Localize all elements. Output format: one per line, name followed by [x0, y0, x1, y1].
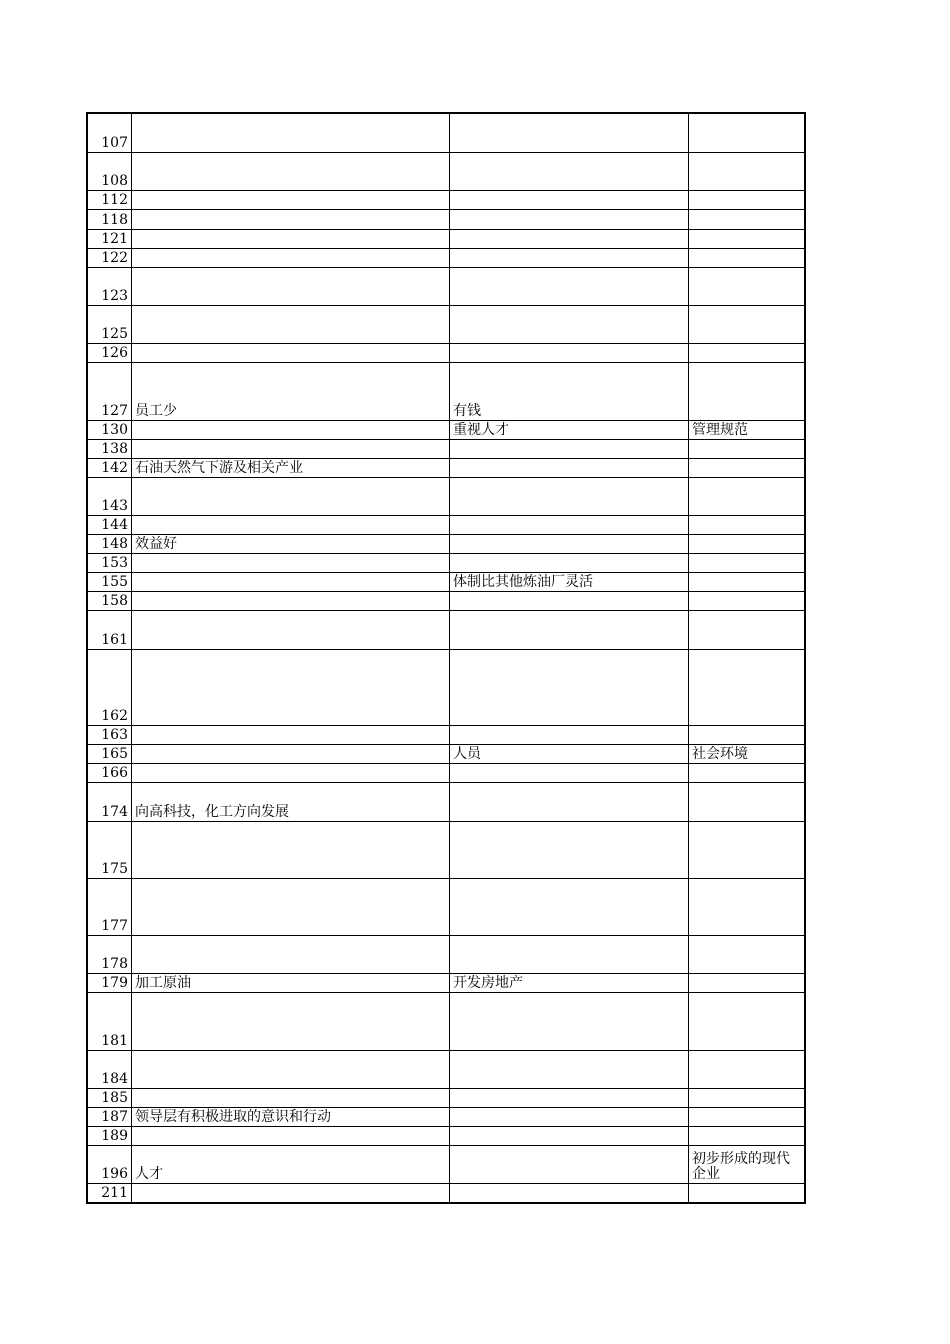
cell-col-1[interactable]	[131, 1146, 449, 1183]
cell-col-3[interactable]	[688, 306, 804, 343]
cell-col-1[interactable]	[131, 822, 449, 878]
row-number-cell[interactable]	[88, 745, 131, 763]
cell-col-1-text: 效益好	[135, 536, 177, 553]
cell-col-3[interactable]	[688, 344, 804, 362]
cell-col-2[interactable]	[449, 1108, 688, 1126]
cell-col-1[interactable]	[131, 114, 449, 152]
row-number-cell-text: 166	[101, 765, 128, 782]
row-number-cell[interactable]	[88, 573, 131, 591]
row-number-cell-text: 184	[101, 1070, 128, 1087]
cell-col-2[interactable]	[449, 764, 688, 782]
row-number-cell-text: 143	[101, 497, 128, 514]
cell-col-2[interactable]	[449, 191, 688, 209]
row-number-cell[interactable]	[88, 153, 131, 190]
row-number-cell-text: 148	[101, 536, 128, 553]
table-row	[88, 1107, 804, 1126]
cell-col-3[interactable]	[688, 822, 804, 878]
table-row	[88, 248, 804, 267]
cell-col-1[interactable]	[131, 993, 449, 1049]
row-number-cell-text: 179	[101, 975, 128, 992]
cell-col-2[interactable]	[449, 592, 688, 610]
cell-col-2[interactable]	[449, 1089, 688, 1107]
cell-col-2[interactable]	[449, 879, 688, 935]
table-row	[88, 649, 804, 725]
row-number-cell-text: 161	[101, 631, 128, 648]
cell-col-1[interactable]	[131, 153, 449, 190]
table-row	[88, 1088, 804, 1107]
table-row	[88, 973, 804, 992]
row-number-cell[interactable]	[88, 993, 131, 1049]
table-row	[88, 229, 804, 248]
cell-col-3-text: 社会环境	[692, 746, 748, 763]
cell-col-3[interactable]	[688, 249, 804, 267]
cell-col-1[interactable]	[131, 650, 449, 725]
cell-col-1[interactable]	[131, 974, 449, 992]
row-number-cell[interactable]	[88, 516, 131, 534]
table-row	[88, 744, 804, 763]
table-row	[88, 725, 804, 744]
row-number-cell[interactable]	[88, 936, 131, 973]
row-number-cell-text: 121	[101, 230, 128, 247]
row-number-cell-text: 165	[101, 746, 128, 763]
cell-col-1-text: 石油天然气下游及相关产业	[135, 459, 303, 476]
cell-col-1[interactable]	[131, 592, 449, 610]
cell-col-1[interactable]	[131, 783, 449, 820]
cell-col-2-text: 人员	[453, 746, 481, 763]
table-row	[88, 572, 804, 591]
row-number-cell[interactable]	[88, 1146, 131, 1183]
row-number-cell[interactable]	[88, 554, 131, 572]
cell-col-2[interactable]	[449, 516, 688, 534]
row-number-cell[interactable]	[88, 974, 131, 992]
cell-col-1[interactable]	[131, 421, 449, 439]
cell-col-2-text: 有钱	[453, 402, 481, 419]
table-row	[88, 420, 804, 439]
cell-col-3[interactable]	[688, 554, 804, 572]
cell-col-2[interactable]	[449, 822, 688, 878]
cell-col-3[interactable]	[688, 268, 804, 305]
row-number-cell[interactable]	[88, 478, 131, 515]
row-number-cell-text: 107	[101, 135, 128, 152]
row-number-cell-text: 177	[101, 918, 128, 935]
cell-col-1[interactable]	[131, 764, 449, 782]
table-row	[88, 515, 804, 534]
cell-col-2[interactable]	[449, 783, 688, 820]
row-number-cell[interactable]	[88, 210, 131, 228]
cell-col-1[interactable]	[131, 573, 449, 591]
cell-col-3-text: 管理规范	[692, 421, 748, 438]
cell-col-1[interactable]	[131, 1127, 449, 1145]
cell-col-1[interactable]	[131, 1089, 449, 1107]
table-row	[88, 458, 804, 477]
cell-col-2[interactable]	[449, 535, 688, 553]
row-number-cell[interactable]	[88, 592, 131, 610]
cell-col-3[interactable]	[688, 478, 804, 515]
cell-col-1[interactable]	[131, 516, 449, 534]
cell-col-2[interactable]	[449, 573, 688, 591]
table-row	[88, 343, 804, 362]
row-number-cell[interactable]	[88, 459, 131, 477]
cell-col-1-text: 加工原油	[135, 975, 191, 992]
row-number-cell-text: 158	[101, 593, 128, 610]
cell-col-3[interactable]	[688, 1051, 804, 1088]
cell-col-3[interactable]	[688, 573, 804, 591]
row-number-cell[interactable]	[88, 1108, 131, 1126]
row-number-cell-text: 123	[101, 287, 128, 304]
table-row	[88, 935, 804, 973]
cell-col-2[interactable]	[449, 936, 688, 973]
cell-col-3[interactable]	[688, 516, 804, 534]
table-row	[88, 362, 804, 419]
row-number-cell-text: 196	[101, 1166, 128, 1183]
cell-col-3[interactable]	[688, 459, 804, 477]
row-number-cell-text: 130	[101, 421, 128, 438]
table-row	[88, 152, 804, 190]
cell-col-3[interactable]	[688, 783, 804, 820]
cell-col-2-text: 开发房地产	[453, 975, 523, 992]
cell-col-1[interactable]	[131, 879, 449, 935]
table-row	[88, 763, 804, 782]
cell-col-3[interactable]	[688, 650, 804, 725]
cell-col-2[interactable]	[449, 459, 688, 477]
row-number-cell-text: 127	[101, 402, 128, 419]
row-number-cell-text: 153	[101, 555, 128, 572]
row-number-cell[interactable]	[88, 1051, 131, 1088]
table-row	[88, 992, 804, 1049]
row-number-cell[interactable]	[88, 440, 131, 458]
row-number-cell[interactable]	[88, 822, 131, 878]
cell-col-1[interactable]	[131, 440, 449, 458]
cell-col-3[interactable]	[688, 745, 804, 763]
cell-col-2[interactable]	[449, 745, 688, 763]
row-number-cell[interactable]	[88, 306, 131, 343]
row-number-cell[interactable]	[88, 650, 131, 725]
row-number-cell-text: 175	[101, 860, 128, 877]
cell-col-3[interactable]	[688, 421, 804, 439]
cell-col-3[interactable]	[688, 363, 804, 419]
row-number-cell-text: 144	[101, 517, 128, 534]
row-number-cell-text: 125	[101, 326, 128, 343]
row-number-cell-text: 174	[101, 803, 128, 820]
cell-col-3[interactable]	[688, 592, 804, 610]
cell-col-2-text: 重视人才	[453, 421, 509, 438]
row-number-cell[interactable]	[88, 363, 131, 419]
cell-col-3-text: 初步形成的现代企业	[692, 1151, 790, 1183]
row-number-cell[interactable]	[88, 726, 131, 744]
table-row	[88, 591, 804, 610]
row-number-cell[interactable]	[88, 268, 131, 305]
cell-col-2[interactable]	[449, 363, 688, 419]
cell-col-1-text: 向高科技，化工方向发展	[135, 803, 289, 820]
table-row	[88, 439, 804, 458]
cell-col-2[interactable]	[449, 1184, 688, 1202]
table-row	[88, 553, 804, 572]
table-row	[88, 1126, 804, 1145]
cell-col-3[interactable]	[688, 535, 804, 553]
cell-col-2[interactable]	[449, 210, 688, 228]
row-number-cell-text: 211	[101, 1185, 128, 1202]
cell-col-2[interactable]	[449, 974, 688, 992]
cell-col-1[interactable]	[131, 1108, 449, 1126]
cell-col-2[interactable]	[449, 230, 688, 248]
cell-col-1[interactable]	[131, 1184, 449, 1202]
cell-col-2-text: 体制比其他炼油厂灵活	[453, 574, 593, 591]
row-number-cell[interactable]	[88, 191, 131, 209]
row-number-cell-text: 162	[101, 708, 128, 725]
cell-col-1[interactable]	[131, 535, 449, 553]
table-row	[88, 1145, 804, 1183]
cell-col-2[interactable]	[449, 554, 688, 572]
cell-col-2[interactable]	[449, 611, 688, 648]
row-number-cell-text: 155	[101, 574, 128, 591]
table-row	[88, 477, 804, 515]
cell-col-3[interactable]	[688, 1108, 804, 1126]
row-number-cell-text: 185	[101, 1089, 128, 1106]
row-number-cell[interactable]	[88, 1127, 131, 1145]
row-number-cell[interactable]	[88, 879, 131, 935]
cell-col-1-text: 领导层有积极进取的意识和行动	[135, 1109, 331, 1126]
cell-col-2[interactable]	[449, 268, 688, 305]
cell-col-1[interactable]	[131, 1051, 449, 1088]
row-number-cell[interactable]	[88, 764, 131, 782]
row-number-cell[interactable]	[88, 783, 131, 820]
row-number-cell-text: 118	[101, 211, 128, 228]
cell-col-2[interactable]	[449, 726, 688, 744]
cell-col-2[interactable]	[449, 249, 688, 267]
cell-col-3[interactable]	[688, 611, 804, 648]
cell-col-2[interactable]	[449, 993, 688, 1049]
cell-col-3[interactable]	[688, 993, 804, 1049]
cell-col-1[interactable]	[131, 268, 449, 305]
cell-col-1[interactable]	[131, 249, 449, 267]
row-number-cell-text: 112	[101, 192, 128, 209]
cell-col-3[interactable]	[688, 1127, 804, 1145]
cell-col-1-text: 员工少	[135, 402, 177, 419]
table-row	[88, 267, 804, 305]
cell-col-1[interactable]	[131, 478, 449, 515]
cell-col-1[interactable]	[131, 230, 449, 248]
cell-col-3[interactable]	[688, 764, 804, 782]
row-number-cell[interactable]	[88, 611, 131, 648]
row-number-cell[interactable]	[88, 1089, 131, 1107]
table-row	[88, 190, 804, 209]
table-row	[88, 1050, 804, 1088]
cell-col-1-text: 人才	[135, 1166, 163, 1183]
row-number-cell-text: 181	[101, 1032, 128, 1049]
cell-col-1[interactable]	[131, 344, 449, 362]
cell-col-1[interactable]	[131, 459, 449, 477]
table-row	[88, 1183, 804, 1202]
row-number-cell-text: 189	[101, 1128, 128, 1145]
cell-col-1[interactable]	[131, 363, 449, 419]
row-number-cell[interactable]	[88, 1184, 131, 1202]
spreadsheet-table	[86, 112, 806, 1204]
cell-col-3[interactable]	[688, 1146, 804, 1183]
cell-col-3[interactable]	[688, 879, 804, 935]
row-number-cell-text: 187	[101, 1109, 128, 1126]
cell-col-2[interactable]	[449, 440, 688, 458]
cell-col-1[interactable]	[131, 306, 449, 343]
table-row	[88, 209, 804, 228]
row-number-cell-text: 108	[101, 173, 128, 190]
row-number-cell[interactable]	[88, 344, 131, 362]
cell-col-1[interactable]	[131, 611, 449, 648]
cell-col-3[interactable]	[688, 210, 804, 228]
cell-col-3[interactable]	[688, 191, 804, 209]
table-row	[88, 878, 804, 935]
cell-col-2[interactable]	[449, 1051, 688, 1088]
row-number-cell-text: 142	[101, 459, 128, 476]
cell-col-2[interactable]	[449, 114, 688, 152]
cell-col-1[interactable]	[131, 554, 449, 572]
cell-col-3[interactable]	[688, 1184, 804, 1202]
cell-col-3[interactable]	[688, 1089, 804, 1107]
cell-col-2[interactable]	[449, 650, 688, 725]
row-number-cell[interactable]	[88, 249, 131, 267]
cell-col-3[interactable]	[688, 230, 804, 248]
row-number-cell[interactable]	[88, 230, 131, 248]
row-number-cell-text: 163	[101, 727, 128, 744]
row-number-cell[interactable]	[88, 421, 131, 439]
table-row	[88, 114, 804, 152]
table-row	[88, 821, 804, 878]
table-row	[88, 610, 804, 648]
cell-col-3[interactable]	[688, 974, 804, 992]
cell-col-1[interactable]	[131, 210, 449, 228]
cell-col-3[interactable]	[688, 440, 804, 458]
cell-col-2[interactable]	[449, 478, 688, 515]
cell-col-3[interactable]	[688, 726, 804, 744]
cell-col-1[interactable]	[131, 936, 449, 973]
cell-col-2[interactable]	[449, 1127, 688, 1145]
cell-col-2[interactable]	[449, 1146, 688, 1183]
table-row	[88, 534, 804, 553]
row-number-cell[interactable]	[88, 114, 131, 152]
row-number-cell-text: 126	[101, 345, 128, 362]
row-number-cell[interactable]	[88, 535, 131, 553]
cell-col-2[interactable]	[449, 344, 688, 362]
cell-col-1[interactable]	[131, 745, 449, 763]
table-row	[88, 782, 804, 820]
cell-col-1[interactable]	[131, 191, 449, 209]
cell-col-2[interactable]	[449, 306, 688, 343]
cell-col-3[interactable]	[688, 936, 804, 973]
row-number-cell-text: 178	[101, 956, 128, 973]
cell-col-2[interactable]	[449, 421, 688, 439]
row-number-cell-text: 122	[101, 249, 128, 266]
cell-col-1[interactable]	[131, 726, 449, 744]
cell-col-2[interactable]	[449, 153, 688, 190]
table-row	[88, 305, 804, 343]
cell-col-3[interactable]	[688, 114, 804, 152]
cell-col-3[interactable]	[688, 153, 804, 190]
row-number-cell-text: 138	[101, 440, 128, 457]
